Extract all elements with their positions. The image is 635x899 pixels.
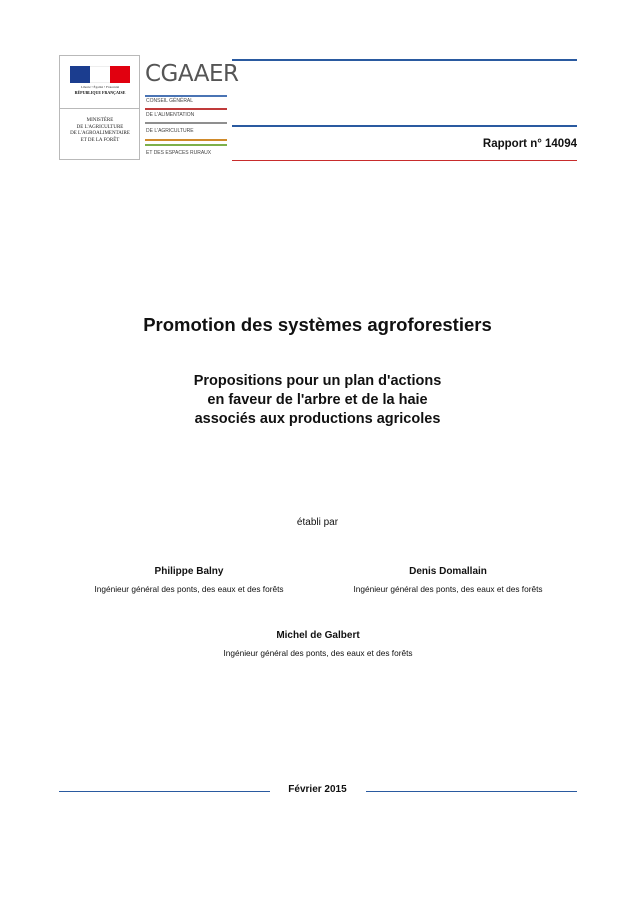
author-name: Philippe Balny: [154, 566, 224, 577]
tricolor-flag-icon: [70, 66, 130, 83]
cgaaer-line: DE L'AGRICULTURE: [146, 128, 194, 134]
author-role: Ingénieur général des ponts, des eaux et des forêts: [353, 584, 543, 594]
document-title: Promotion des systèmes agroforestiers: [143, 314, 492, 335]
author-role: Ingénieur général des ponts, des eaux et des forêts: [94, 584, 284, 594]
cgaaer-color-bar: [145, 122, 227, 124]
header-rule-bottom: [232, 160, 577, 161]
republic-motto: Liberté • Égalité • Fraternité: [80, 85, 120, 89]
ministry-line: ET DE LA FORÊT: [80, 137, 120, 143]
ministry-name: [62, 118, 138, 144]
cgaaer-logo: CGAAER: [145, 61, 239, 87]
author-role: Ingénieur général des ponts, des eaux et des forêts: [223, 648, 413, 658]
subtitle-line: en faveur de l'arbre et de la haie: [207, 392, 428, 408]
ministry-logo-box: [59, 55, 140, 160]
cgaaer-line: ET DES ESPACES RURAUX: [146, 150, 212, 156]
cgaaer-color-bar: [145, 108, 227, 110]
header-rule-middle: [232, 125, 577, 127]
author-block: [39, 566, 339, 594]
footer-rule-right: [366, 791, 577, 792]
author-block: [298, 566, 598, 594]
ministry-line: MINISTÈRE: [86, 118, 114, 123]
author-name: Michel de Galbert: [276, 630, 360, 641]
author-block: [168, 630, 468, 658]
ministry-line: DE L'AGRICULTURE: [76, 124, 124, 130]
cgaaer-color-bar: [145, 144, 227, 146]
report-number: Rapport n° 14094: [482, 138, 577, 150]
logo-divider: [60, 108, 139, 109]
republique-francaise: RÉPUBLIQUE FRANÇAISE: [74, 90, 126, 95]
subtitle-line: Propositions pour un plan d'actions: [193, 373, 442, 389]
cgaaer-color-bar: [145, 139, 227, 141]
header-rule-top: [232, 59, 577, 61]
document-date: Février 2015: [288, 784, 347, 795]
cgaaer-line: DE L'ALIMENTATION: [146, 112, 195, 118]
subtitle-line: associés aux productions agricoles: [194, 411, 441, 427]
document-subtitle: [0, 372, 635, 429]
author-name: Denis Domallain: [409, 566, 487, 577]
ministry-line: DE L'AGROALIMENTAIRE: [70, 131, 130, 137]
established-by: établi par: [296, 517, 339, 528]
cgaaer-color-bar: [145, 95, 227, 97]
cgaaer-line: CONSEIL GÉNÉRAL: [146, 98, 194, 104]
